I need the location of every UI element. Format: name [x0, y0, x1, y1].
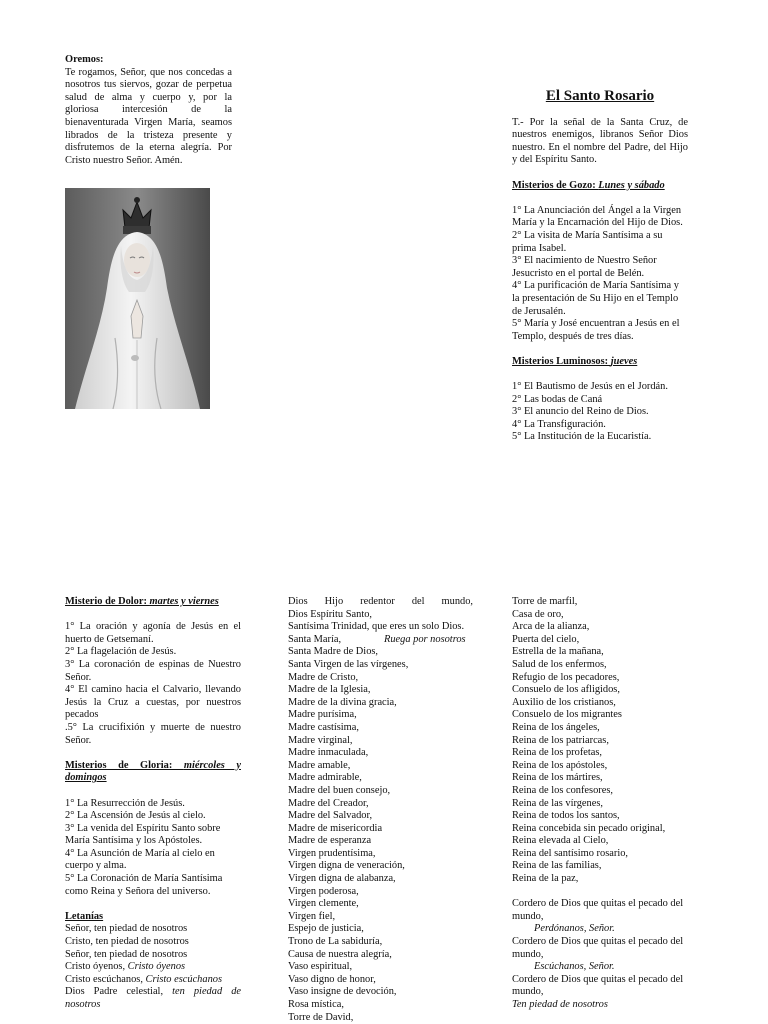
litany-line: Causa de nuestra alegría, [288, 948, 392, 960]
list-item: 1° La Resurrección de Jesús. [65, 797, 185, 809]
litany-line: Madre del Salvador, [288, 810, 373, 822]
list-item: 4° La Transfiguración. [512, 418, 606, 430]
virgin-statue-illustration [65, 188, 210, 409]
agnus-dei-line: Cordero de Dios que quitas el pecado del mundo, [512, 936, 684, 960]
litany-line: Consuelo de los afligidos, [512, 684, 620, 696]
litany-line: Madre del Creador, [288, 797, 369, 809]
litany-line: Vaso digno de honor, [288, 973, 376, 985]
page-title: El Santo Rosario [545, 88, 655, 104]
litany-line: Reina de los apóstoles, [512, 759, 608, 771]
litany-line: Salud de los enfermos, [512, 658, 607, 670]
agnus-dei-line: Cordero de Dios que quitas el pecado del mundo, [512, 898, 684, 922]
litany-line: Reina de la paz, [512, 873, 579, 885]
litany-line: Reina de los profetas, [512, 747, 603, 759]
litany-line: Reina de los patriarcas, [512, 734, 609, 746]
litany-line: Reina de los confesores, [512, 784, 613, 796]
dolor-label: Misterio de Dolor: [65, 596, 150, 607]
litany-line: Arca de la alianza, [512, 621, 590, 633]
litany-line [65, 986, 241, 1011]
litany-call: Cristo óyenos, [65, 961, 128, 973]
list-item: 3° La venida del Espíritu Santo sobre María Santísima y los Apóstoles. [65, 822, 221, 847]
litany-line: Madre de la Iglesia, [288, 684, 371, 696]
litany-line: Señor, ten piedad de nosotros [65, 923, 188, 935]
litany-call: Santa María, [288, 633, 342, 645]
litany-line: Estrella de la mañana, [512, 646, 604, 658]
litany-line: Virgen prudentísima, [288, 847, 376, 859]
litany-line: Virgen fiel, [288, 910, 336, 922]
litany-line: Virgen digna de veneración, [288, 860, 405, 872]
bottom-column-3 [512, 596, 692, 1012]
agnus-dei-response: Escúchanos, Señor. [534, 961, 615, 973]
litany-line: Refugio de los pecadores, [512, 671, 620, 683]
list-item: 2° La Ascensión de Jesús al cielo. [65, 810, 206, 822]
litany-line: Madre del buen consejo, [288, 784, 391, 796]
litany-response: Ruega por nosotros [384, 633, 466, 645]
litany-line: Virgen digna de alabanza, [288, 873, 396, 885]
luminosos-heading [512, 356, 688, 369]
list-item: 5° María y José encuentran a Jesús en el Templo, después de tres días. [512, 318, 680, 342]
luminosos-list [512, 381, 688, 444]
litany-line: Dios Hijo redentor del mundo, [288, 596, 473, 607]
litany-line: Vaso insigne de devoción, [288, 986, 397, 998]
list-item: 3° El nacimiento de Nuestro Señor Jesucristo en el portal de Belén. [512, 255, 657, 279]
litany-line: Madre de Cristo, [288, 671, 359, 683]
oremos-heading: Oremos: [65, 54, 104, 65]
litany-line: Virgen poderosa, [288, 885, 359, 897]
virgin-image [65, 188, 210, 409]
letanias-heading: Letanías [65, 910, 104, 922]
litany-line: Auxilio de los cristianos, [512, 696, 616, 708]
litany-line: Torre de marfil, [512, 596, 578, 607]
rosario-section [512, 90, 688, 444]
litany-line [65, 961, 241, 974]
list-item: 1° La oración y agonía de Jesús en el huerto de Getsemaní. [65, 621, 241, 645]
litany-line: Santísima Trinidad, que eres un solo Dios. [288, 621, 465, 633]
litany-line [65, 974, 241, 987]
list-item: 4° La purificación de María Santísima y la presentación de Su Hijo en el Templo de Jerusalén. [512, 280, 679, 317]
litany-line [288, 634, 473, 647]
list-item: 5° La Coronación de María Santísima como Reina y Señora del universo. [65, 873, 223, 897]
bottom-column-1 [65, 596, 241, 1012]
dolor-days: martes y viernes [149, 596, 219, 607]
litany-line: Reina concebida sin pecado original, [512, 822, 666, 834]
list-item: 1° El Bautismo de Jesús en el Jordán. [512, 381, 668, 393]
litany-line: Rosa mística, [288, 999, 344, 1010]
litany-line: Reina de los mártires, [512, 772, 603, 784]
list-item: 2° La visita de María Santísima a su prima Isabel. [512, 229, 663, 254]
gloria-label: Misterios de Gloria: [65, 759, 184, 771]
litany-line: Santa Madre de Dios, [288, 646, 379, 658]
litany-line: Reina de los ángeles, [512, 721, 600, 733]
litany-list [288, 646, 473, 1024]
litany-response: ten piedad de nosotros [65, 986, 242, 1010]
litany-line: Trono de La sabiduría, [288, 936, 383, 948]
agnus-dei-line: Cordero de Dios que quitas el pecado del mundo, [512, 973, 684, 998]
litany-line: Reina de todos los santos, [512, 810, 620, 822]
gloria-list [65, 798, 241, 899]
litany-line: Reina del santísimo rosario, [512, 847, 629, 859]
list-item: 1° La Anunciación del Ángel a la Virgen María y la Encarnación del Hijo de Dios. [512, 204, 683, 229]
litany-line: Vaso espiritual, [288, 961, 353, 973]
litany-line: Señor, ten piedad de nosotros [65, 948, 188, 960]
litany-line: Puerta del cielo, [512, 633, 580, 645]
litany-line: Madre de la divina gracia, [288, 696, 397, 708]
gozo-list [512, 205, 688, 344]
litany-line: Madre virginal, [288, 734, 353, 746]
litany-line: Madre castísima, [288, 721, 359, 733]
litany-line: Consuelo de los migrantes [512, 709, 622, 721]
litany-list [512, 596, 692, 886]
litany-line: Casa de oro, [512, 608, 564, 620]
gozo-days: Lunes y sábado [598, 179, 665, 191]
agnus-dei-response: Ten piedad de nosotros [512, 999, 608, 1010]
list-item: 5° La Institución de la Eucaristía. [512, 431, 652, 443]
bottom-column-2 [288, 596, 473, 1024]
litany-line: Santa Virgen de las vírgenes, [288, 658, 409, 670]
luminosos-label: Misterios Luminosos: [512, 355, 611, 367]
gozo-label: Misterios de Gozo: [512, 179, 599, 191]
litany-line: Torre de David, [288, 1011, 354, 1023]
litany-response: Cristo óyenos [127, 961, 186, 973]
list-item: 3° El anuncio del Reino de Dios. [512, 406, 649, 418]
litany-line: Espejo de justicia, [288, 923, 364, 935]
litany-line: Reina elevada al Cielo, [512, 835, 609, 847]
oremos-text: Te rogamos, Señor, que nos concedas a nosotros tus siervos, gozar de perpetua salud de alma y cuerpo y, por la gloriosa intercesión de la bienaventurada Virgen María, seamos librados de la tristeza presente y disfrutemos de la eterna alegría. Por Cristo nuestro Señor. Amén. [65, 66, 232, 166]
litany-line: Reina de las vírgenes, [512, 797, 603, 809]
litany-line: Dios Espíritu Santo, [288, 608, 372, 620]
litany-line: Virgen clemente, [288, 898, 359, 910]
list-item: 4° El camino hacia el Calvario, llevando Jesús la Cruz a cuestas, por nuestros pecados [65, 684, 241, 721]
litany-line: Madre de misericordia [288, 822, 383, 834]
litany-call: Cristo escúchanos, [65, 973, 146, 985]
list-item: .5° La crucifixión y muerte de nuestro Señor. [65, 721, 241, 746]
litany-line: Madre admirable, [288, 772, 362, 784]
agnus-dei-response: Perdónanos, Señor. [534, 923, 615, 935]
oremos-section [65, 54, 232, 167]
list-item: 4° La Asunción de María al cielo en cuerpo y alma. [65, 847, 215, 872]
litany-line: Madre purísima, [288, 709, 357, 721]
litany-line: Reina de las familias, [512, 860, 602, 872]
rosario-intro: T.- Por la señal de la Santa Cruz, de nuestros enemigos, libranos Señor Dios nuestro. En el nombre del Padre, del Hijo y del Espíritu Santo. [512, 116, 688, 166]
dolor-list [65, 621, 241, 747]
litany-response: Cristo escúchanos [145, 973, 222, 985]
luminosos-days: jueves [610, 355, 638, 367]
litany-call: Dios Padre celestial, [65, 986, 173, 998]
gozo-heading [512, 180, 688, 193]
litany-line: Madre de esperanza [288, 835, 372, 847]
list-item: 3° La coronación de espinas de Nuestro Señor. [65, 658, 241, 683]
gloria-days: miércoles y domingos [65, 759, 241, 784]
list-item: 2° La flagelación de Jesús. [65, 646, 177, 658]
list-item: 2° Las bodas de Caná [512, 393, 603, 405]
dolor-heading [65, 596, 241, 609]
gloria-heading [65, 760, 241, 785]
litany-line: Madre inmaculada, [288, 747, 369, 759]
litany-line: Madre amable, [288, 759, 351, 771]
litany-line: Cristo, ten piedad de nosotros [65, 936, 189, 948]
